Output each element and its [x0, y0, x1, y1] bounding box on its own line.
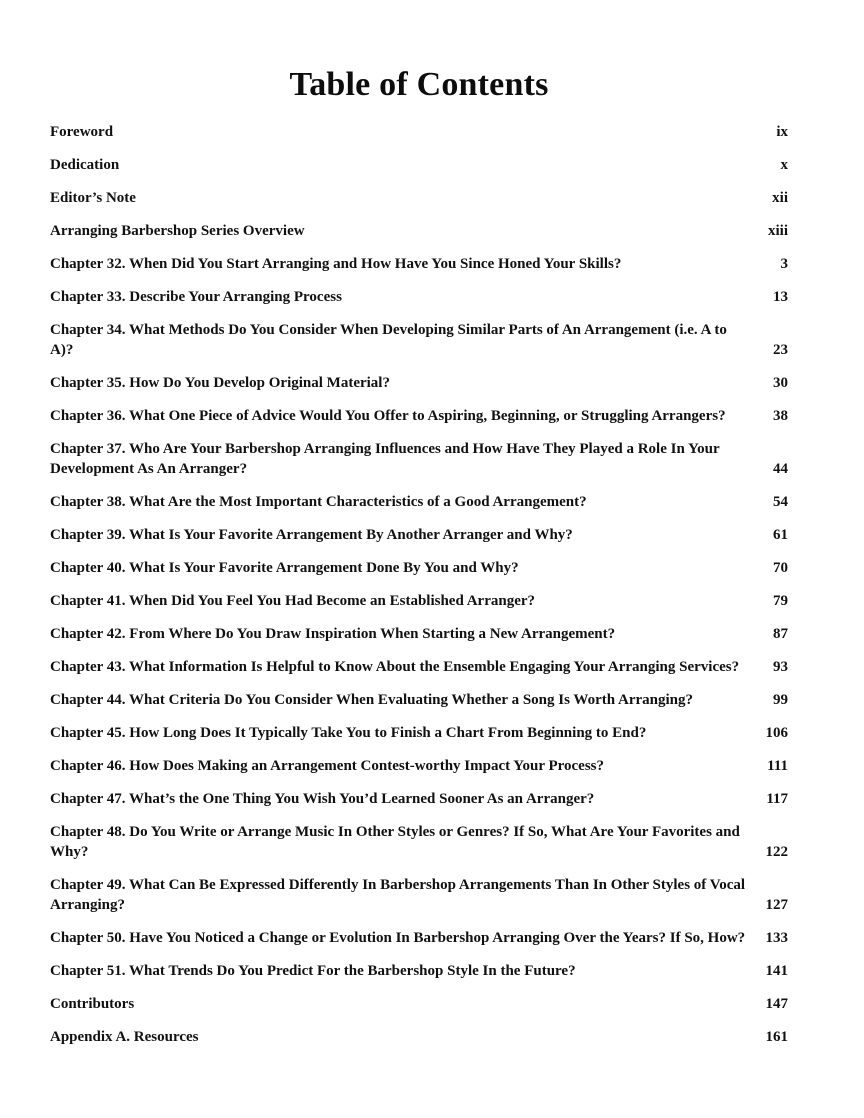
toc-entry [50, 591, 788, 611]
toc-entry [50, 122, 788, 142]
toc-entry-label: Chapter 32. When Did You Start Arranging and How Have You Since Honed Your Skills? [50, 256, 622, 272]
toc-entry-page: ix [776, 124, 788, 140]
toc-entry [50, 690, 788, 710]
toc-entry-label: Chapter 43. What Information Is Helpful to Know About the Ensemble Engaging Your Arranging Services? [50, 659, 740, 675]
toc-entry-label: Chapter 41. When Did You Feel You Had Become an Established Arranger? [50, 593, 536, 609]
toc-entry-label: Chapter 49. What Can Be Expressed Differently In Barbershop Arrangements Than In Other Styles of Vocal Arranging? [50, 877, 746, 913]
toc-entry-label: Chapter 48. Do You Write or Arrange Music In Other Styles or Genres? If So, What Are Your Favorites and Why? [50, 824, 740, 860]
toc-entry [50, 373, 788, 393]
toc-entry [50, 657, 788, 677]
toc-entry-page: 30 [773, 375, 788, 391]
toc-entry-page: 54 [773, 494, 788, 510]
toc-entry-page: 3 [780, 256, 788, 272]
page-title: Table of Contents [289, 66, 549, 103]
toc-entry-page: 133 [765, 930, 788, 946]
toc-entry [50, 492, 788, 512]
toc-entry-page: x [780, 157, 788, 173]
toc-entry-label: Chapter 45. How Long Does It Typically Take You to Finish a Chart From Beginning to End? [50, 725, 647, 741]
toc-entry-label: Dedication [50, 157, 120, 173]
toc-entry [50, 558, 788, 578]
toc-entry-label: Chapter 37. Who Are Your Barbershop Arranging Influences and How Have They Played a Role In Your Development As An Arranger? [50, 441, 720, 477]
toc-entry [50, 928, 788, 948]
toc-entry [50, 155, 788, 175]
toc-entry-page: 147 [765, 996, 788, 1012]
toc-entry-page: 106 [765, 725, 788, 741]
toc-entry-page: 23 [773, 342, 788, 358]
toc-entry-label: Chapter 38. What Are the Most Important Characteristics of a Good Arrangement? [50, 494, 587, 510]
toc-entry-page: 13 [773, 289, 788, 305]
toc-entry [50, 994, 788, 1014]
toc-entry-page: 87 [773, 626, 788, 642]
toc-entry-label: Chapter 39. What Is Your Favorite Arrangement By Another Arranger and Why? [50, 527, 573, 543]
toc-entry [50, 287, 788, 307]
toc-list [50, 122, 788, 1047]
toc-entry-page: 61 [773, 527, 788, 543]
toc-entry-page: 127 [765, 897, 788, 913]
toc-entry-label: Chapter 34. What Methods Do You Consider When Developing Similar Parts of An Arrangement (i.e. A to A)? [50, 322, 727, 358]
toc-entry [50, 439, 788, 479]
toc-entry-page: 70 [773, 560, 788, 576]
toc-entry-page: 117 [766, 791, 788, 807]
toc-entry-page: 38 [773, 408, 788, 424]
toc-entry-label: Chapter 51. What Trends Do You Predict For the Barbershop Style In the Future? [50, 963, 576, 979]
toc-entry-label: Chapter 44. What Criteria Do You Consider When Evaluating Whether a Song Is Worth Arranging? [50, 692, 693, 708]
toc-entry-label: Appendix A. Resources [50, 1029, 199, 1045]
toc-entry [50, 221, 788, 241]
toc-entry-label: Chapter 47. What’s the One Thing You Wish You’d Learned Sooner As an Arranger? [50, 791, 595, 807]
toc-entry-page: 79 [773, 593, 788, 609]
toc-entry [50, 406, 788, 426]
toc-entry [50, 789, 788, 809]
toc-entry-label: Chapter 40. What Is Your Favorite Arrangement Done By You and Why? [50, 560, 519, 576]
toc-entry-label: Chapter 50. Have You Noticed a Change or Evolution In Barbershop Arranging Over the Years? If So, How? [50, 930, 746, 946]
toc-entry-page: 161 [765, 1029, 788, 1045]
toc-entry [50, 525, 788, 545]
toc-entry-label: Chapter 46. How Does Making an Arrangement Contest-worthy Impact Your Process? [50, 758, 604, 774]
toc-entry-page: xiii [767, 223, 788, 239]
toc-entry [50, 254, 788, 274]
toc-entry-label: Arranging Barbershop Series Overview [50, 223, 305, 239]
toc-entry [50, 723, 788, 743]
toc-entry [50, 822, 788, 862]
toc-entry-page: xii [772, 190, 788, 206]
toc-entry-page: 141 [765, 963, 788, 979]
toc-entry [50, 875, 788, 915]
toc-entry-page: 44 [773, 461, 788, 477]
toc-entry-page: 122 [765, 844, 788, 860]
toc-entry-label: Editor’s Note [50, 190, 136, 206]
toc-entry [50, 961, 788, 981]
toc-entry-label: Contributors [50, 996, 135, 1012]
toc-entry-label: Chapter 36. What One Piece of Advice Would You Offer to Aspiring, Beginning, or Struggling Arrangers? [50, 408, 726, 424]
toc-entry-page: 99 [773, 692, 788, 708]
toc-entry-page: 111 [767, 758, 788, 774]
toc-entry-label: Chapter 35. How Do You Develop Original Material? [50, 375, 390, 391]
toc-entry-page: 93 [773, 659, 788, 675]
toc-entry-label: Chapter 33. Describe Your Arranging Process [50, 289, 342, 305]
toc-entry-label: Chapter 42. From Where Do You Draw Inspiration When Starting a New Arrangement? [50, 626, 616, 642]
toc-entry [50, 624, 788, 644]
toc-entry [50, 1027, 788, 1047]
toc-entry-label: Foreword [50, 124, 114, 140]
toc-entry [50, 188, 788, 208]
toc-entry [50, 320, 788, 360]
toc-entry [50, 756, 788, 776]
